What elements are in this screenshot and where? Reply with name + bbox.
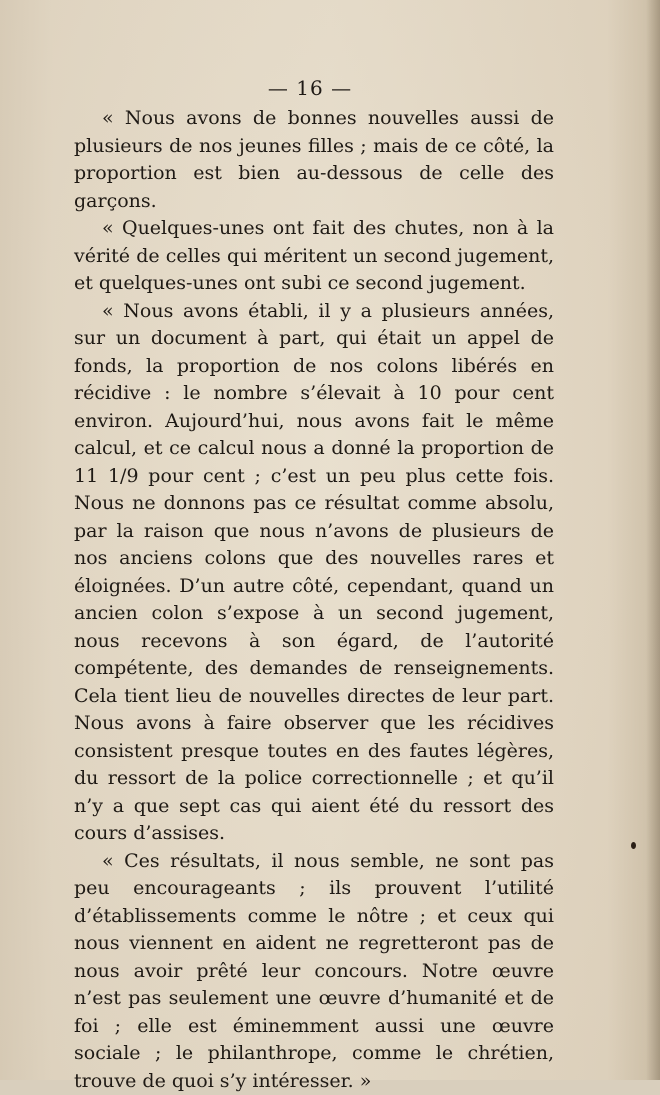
paragraph: « Nous avons de bonnes nouvelles aussi de plusieurs de nos jeunes filles ; mais de ce côté, la proportion est bien au-dessous de celle des garçons. bbox=[74, 105, 554, 215]
page-number: — 16 — bbox=[0, 76, 620, 100]
paragraph: « Quelques-unes ont fait des chutes, non à la vérité de celles qui méritent un second jugement, et quelques-unes ont subi ce second jugement. bbox=[74, 215, 554, 298]
body-text bbox=[74, 105, 554, 1095]
paragraph: « Ces résultats, il nous semble, ne sont pas peu encourageants ; ils prouvent l’utilité d’établissements comme le nôtre ; et ceux qui nous viennent en aident ne regretteront pas de nous avoir prêté leur concours. Notre œuvre n’est pas seulement une œuvre d’humanité et de foi ; elle est éminemment aussi une œuvre sociale ; le philanthrope, comme le chrétien, trouve de quoi s’y intéresser. » bbox=[74, 848, 554, 1095]
ink-spot bbox=[631, 842, 636, 849]
paragraph: « Nous avons établi, il y a plusieurs années, sur un document à part, qui était un appel de fonds, la proportion de nos colons libérés en récidive : le nombre s’élevait à 10 pour cent environ. Aujourd’hui, nous avons fait le même calcul, et ce calcul nous a donné la proportion de 11 1/9 pour cent ; c’est un peu plus cette fois. Nous ne donnons pas ce résultat comme absolu, par la raison que nous n’avons de plusieurs de nos anciens colons que des nouvelles rares et éloignées. D’un autre côté, cependant, quand un ancien colon s’expose à un second jugement, nous recevons à son égard, de l’autorité compétente, des demandes de renseignements. Cela tient lieu de nouvelles directes de leur part. Nous avons à faire observer que les récidives consistent presque toutes en des fautes légères, du ressort de la police correctionnelle ; et qu’il n’y a que sept cas qui aient été du ressort des cours d’assises. bbox=[74, 298, 554, 848]
page-edge-shadow bbox=[646, 0, 660, 1080]
